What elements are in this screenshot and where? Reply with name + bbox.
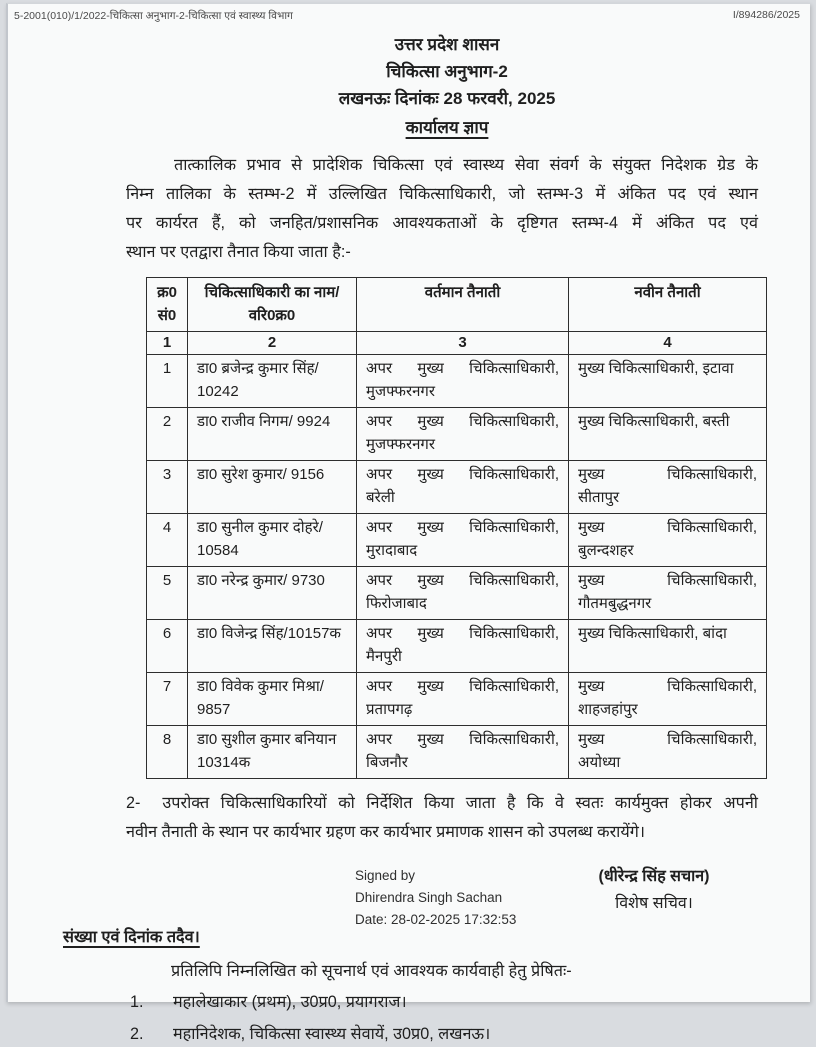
signed-by-label: Signed by <box>355 868 416 883</box>
new-posting-cell: मुख्य चिकित्साधिकारी, इटावा <box>569 355 767 408</box>
header-current-posting: वर्तमान तैनाती <box>357 278 569 332</box>
table-row <box>147 514 767 567</box>
table-row <box>147 355 767 408</box>
signatory-identity <box>564 863 744 917</box>
officer-name-cell: डा0 सुशील कुमार बनियान 10314क <box>188 726 357 779</box>
column-number-row: 1 2 3 4 <box>147 332 767 355</box>
officer-name-cell: डा0 ब्रजेन्द्र कुमार सिंह/ 10242 <box>188 355 357 408</box>
current-posting-cell: अपर मुख्य चिकित्साधिकारी, मुरादाबाद <box>357 514 569 567</box>
new-posting-cell: मुख्य चिकित्साधिकारी, बांदा <box>569 620 767 673</box>
table-row <box>147 408 767 461</box>
copy-recipient-item <box>130 989 810 1015</box>
memo-paragraph-line: निम्न तालिका के स्तम्भ-2 में उल्लिखित चिकित्साधिकारी, जो स्तम्भ-3 में अंकित पद एवं स्थान <box>126 185 758 203</box>
serial-number-cell: 6 <box>147 620 188 673</box>
copy-recipient-text: महालेखाकार (प्रथम), उ0प्र0, प्रयागराज। <box>173 993 407 1011</box>
officer-name-cell: डा0 विजेन्द्र सिंह/10157क <box>188 620 357 673</box>
place-and-date: लखनऊः दिनांकः 28 फरवरी, 2025 <box>338 89 556 108</box>
paragraph-number: 2- <box>126 794 141 812</box>
current-posting-cell: अपर मुख्य चिकित्साधिकारी, बिजनौर <box>357 726 569 779</box>
directive-paragraph <box>126 789 758 847</box>
section-name: चिकित्सा अनुभाग-2 <box>386 62 508 81</box>
digital-signature-text <box>355 865 516 931</box>
copy-forward-intro: प्रतिलिपि निम्नलिखित को सूचनार्थ एवं आवश्यक कार्यवाही हेतु प्रेषितः- <box>171 962 572 980</box>
memo-paragraph-line: स्थान पर एतद्वारा तैनात किया जाता है:- <box>126 243 351 261</box>
signatory-name-english: Dhirendra Singh Sachan <box>355 890 503 905</box>
current-posting-cell: अपर मुख्य चिकित्साधिकारी, मुजफ्फरनगर <box>357 355 569 408</box>
current-posting-cell: अपर मुख्य चिकित्साधिकारी, मुजफ्फरनगर <box>357 408 569 461</box>
current-posting-cell: अपर मुख्य चिकित्साधिकारी, मैनपुरी <box>357 620 569 673</box>
current-posting-cell: अपर मुख्य चिकित्साधिकारी, बरेली <box>357 461 569 514</box>
memo-paragraph-line: पर कार्यरत हैं, को जनहित/प्रशासनिक आवश्यकताओं के दृष्टिगत स्तम्भ-4 में अंकित पद एवं <box>126 214 758 232</box>
memo-title: कार्यालय ज्ञाप <box>405 118 489 137</box>
transfer-table <box>146 277 767 779</box>
new-posting-cell: मुख्य चिकित्साधिकारी, बस्ती <box>569 408 767 461</box>
header-new-posting: नवीन तैनाती <box>569 278 767 332</box>
serial-number-cell: 5 <box>147 567 188 620</box>
serial-number-cell: 8 <box>147 726 188 779</box>
new-posting-cell: मुख्य चिकित्साधिकारी, बुलन्दशहर <box>569 514 767 567</box>
copy-recipient-list <box>8 989 810 1047</box>
serial-number-cell: 4 <box>147 514 188 567</box>
memo-paragraph-line: तात्कालिक प्रभाव से प्रादेशिक चिकित्सा एवं स्वास्थ्य सेवा संवर्ग के संयुक्त निदेशक ग्रेड के <box>174 156 758 174</box>
file-reference-number: 5-2001(010)/1/2022-चिकित्सा अनुभाग-2-चिकित्सा एवं स्वास्थ्य विभाग <box>14 10 293 22</box>
government-name: उत्तर प्रदेश शासन <box>394 35 500 54</box>
opening-paragraph <box>126 151 758 267</box>
new-posting-cell: मुख्य चिकित्साधिकारी, अयोध्या <box>569 726 767 779</box>
officer-name-cell: डा0 राजीव निगम/ 9924 <box>188 408 357 461</box>
document-page <box>6 3 810 1043</box>
reference-row <box>8 4 810 23</box>
table-row <box>147 726 767 779</box>
serial-number-cell: 1 <box>147 355 188 408</box>
table-row <box>147 461 767 514</box>
copy-recipient-text: महानिदेशक, चिकित्सा स्वास्थ्य सेवायें, उ0प्र0, लखनऊ। <box>173 1025 491 1043</box>
copy-recipient-number: 2. <box>130 1025 144 1043</box>
header-serial: क्र0 सं0 <box>147 278 188 332</box>
current-posting-cell: अपर मुख्य चिकित्साधिकारी, प्रतापगढ़ <box>357 673 569 726</box>
serial-number-cell: 7 <box>147 673 188 726</box>
officer-name-cell: डा0 विवेक कुमार मिश्रा/ 9857 <box>188 673 357 726</box>
officer-name-cell: डा0 सुरेश कुमार/ 9156 <box>188 461 357 514</box>
signature-date: Date: 28-02-2025 17:32:53 <box>355 912 517 927</box>
table-header-row <box>147 278 767 332</box>
serial-number-cell: 2 <box>147 408 188 461</box>
directive-paragraph-line: 2- उपरोक्त चिकित्साधिकारियों को निर्देशित किया जाता है कि वे स्वतः कार्यमुक्त होकर अपनी <box>126 789 758 818</box>
table-row <box>147 567 767 620</box>
signature-block <box>8 863 810 939</box>
signatory-name-hindi: (धीरेन्द्र सिंह सचान) <box>598 868 710 885</box>
eoffice-id: I/894286/2025 <box>732 9 800 21</box>
table-row <box>147 620 767 673</box>
new-posting-cell: मुख्य चिकित्साधिकारी, गौतमबुद्धनगर <box>569 567 767 620</box>
signatory-designation: विशेष सचिव। <box>615 895 693 912</box>
copy-recipient-item <box>130 1021 810 1047</box>
new-posting-cell: मुख्य चिकित्साधिकारी, सीतापुर <box>569 461 767 514</box>
directive-paragraph-line: नवीन तैनाती के स्थान पर कार्यभार ग्रहण कर कार्यभार प्रमाणक शासन को उपलब्ध करायेंगे। <box>126 823 646 841</box>
table-row <box>147 673 767 726</box>
current-posting-cell: अपर मुख्य चिकित्साधिकारी, फिरोजाबाद <box>357 567 569 620</box>
serial-number-cell: 3 <box>147 461 188 514</box>
copy-recipient-number: 1. <box>130 993 144 1011</box>
letterhead <box>46 31 816 141</box>
officer-name-cell: डा0 नरेन्द्र कुमार/ 9730 <box>188 567 357 620</box>
number-date-heading: संख्या एवं दिनांक तदैव। <box>63 928 200 946</box>
header-officer-name: चिकित्साधिकारी का नाम/ वरि0क्र0 <box>188 278 357 332</box>
officer-name-cell: डा0 सुनील कुमार दोहरे/ 10584 <box>188 514 357 567</box>
new-posting-cell: मुख्य चिकित्साधिकारी, शाहजहांपुर <box>569 673 767 726</box>
